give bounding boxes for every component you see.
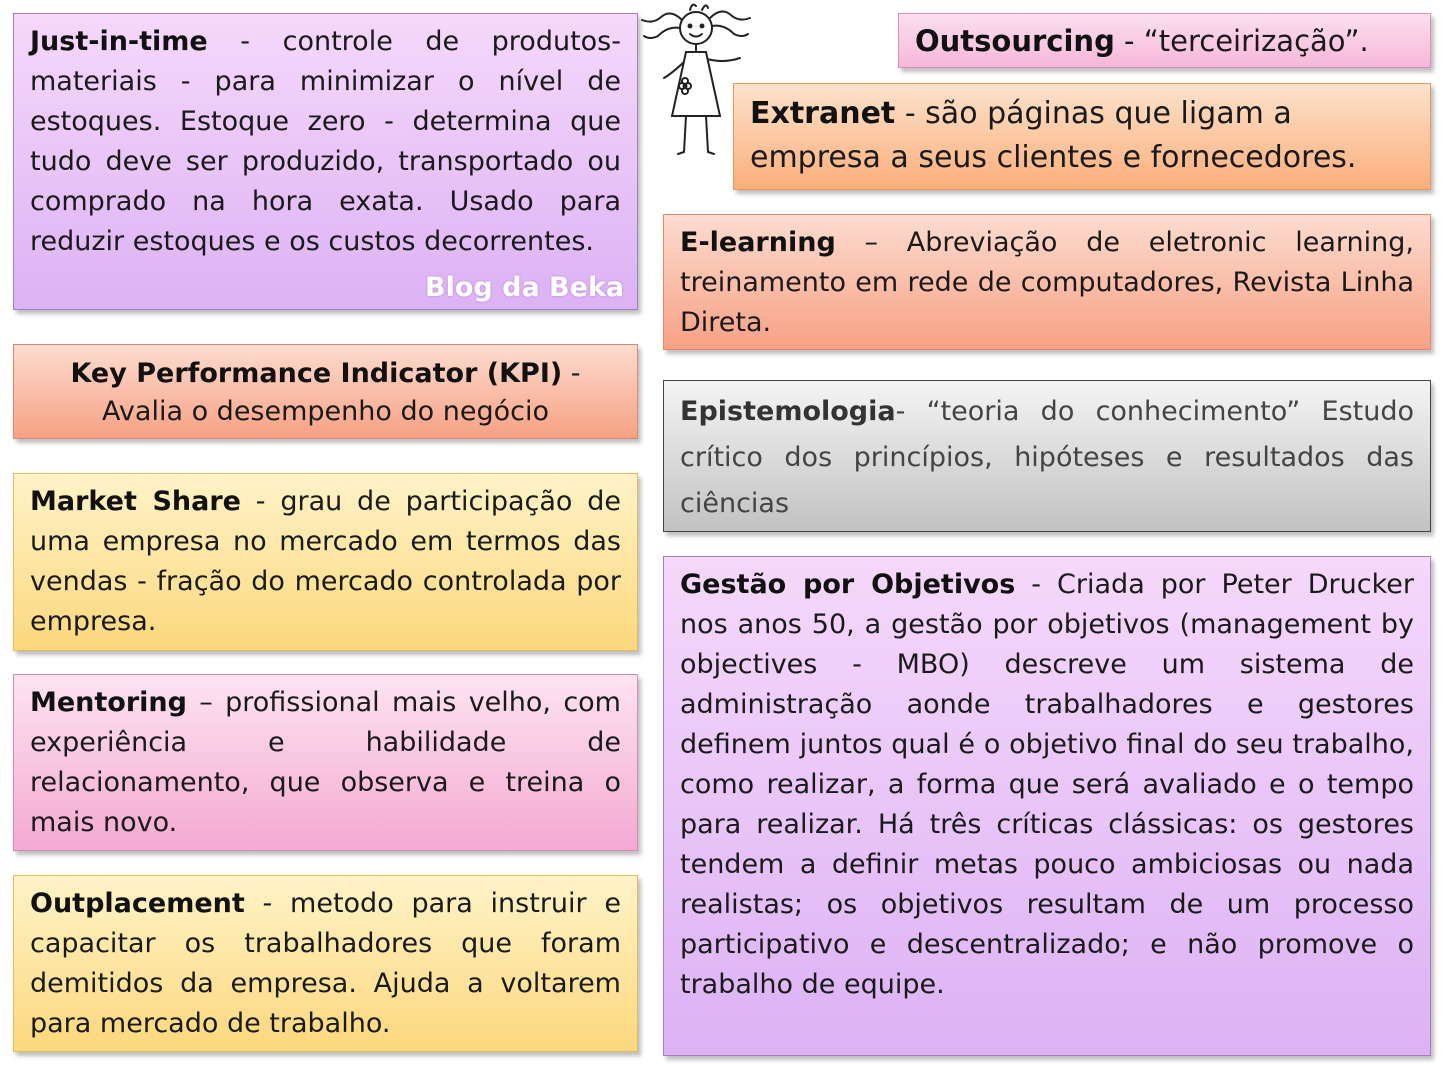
term-outsourcing: Outsourcing [915, 24, 1115, 58]
definition-outsourcing: - “terceirização”. [1114, 24, 1369, 58]
term-gestao-por-objetivos: Gestão por Objetivos [680, 569, 1016, 600]
term-kpi: Key Performance Indicator (KPI) [70, 358, 563, 389]
term-e-learning: E-learning [680, 227, 836, 258]
doll-icon [640, 0, 760, 165]
term-outplacement: Outplacement [30, 888, 245, 919]
card-gestao-por-objetivos [663, 556, 1431, 1056]
card-kpi [13, 344, 638, 439]
definition-just-in-time: - controle de produtos-materiais - para minimizar o nível de estoques. Estoque zero - determina que tudo deve ser produzido, transportado ou comprado na hora exata. Usado para reduzir estoques e os custos decorrentes. [30, 26, 621, 257]
definition-market-share: - grau de participação de uma empresa no mercado em termos das vendas - fração do mercado controlada por empresa. [30, 486, 621, 637]
definition-e-learning: – Abreviação de eletronic learning, treinamento em rede de computadores, Revista Linha Direta. [680, 227, 1414, 338]
term-market-share: Market Share [30, 486, 241, 517]
card-extranet [733, 83, 1431, 190]
card-outplacement [13, 875, 638, 1052]
watermark: Blog da Beka [425, 272, 625, 303]
card-epistemologia [663, 380, 1431, 532]
term-just-in-time: Just-in-time [30, 26, 208, 57]
term-epistemologia: Epistemologia [680, 396, 896, 427]
definition-mentoring: – profissional mais velho, com experiência e habilidade de relacionamento, que observa e treina o mais novo. [30, 687, 621, 838]
term-mentoring: Mentoring [30, 687, 187, 718]
definition-epistemologia: - “teoria do conhecimento” Estudo crítico dos princípios, hipóteses e resultados das ciências [680, 396, 1414, 519]
card-mentoring [13, 674, 638, 851]
definition-gestao-por-objetivos: - Criada por Peter Drucker nos anos 50, a gestão por objetivos (management by objectives - MBO) descreve um sistema de administração aonde trabalhadores e gestores definem juntos qual é o objetivo final do seu trabalho, como realizar, a forma que será avaliado e o tempo para realizar. Há três críticas clássicas: os gestores tendem a definir metas pouco ambiciosas ou nada realistas; os objetivos resultam de um processo participativo e descentralizado; e não promove o trabalho de equipe. [680, 569, 1414, 1000]
definition-outplacement: - metodo para instruir e capacitar os trabalhadores que foram demitidos da empresa. Ajuda a voltarem para mercado de trabalho. [30, 888, 621, 1039]
definition-kpi: - Avalia o desempenho do negócio [102, 358, 581, 427]
card-outsourcing [898, 13, 1431, 68]
definition-extranet: - são páginas que ligam a empresa a seus clientes e fornecedores. [750, 96, 1357, 175]
card-just-in-time [13, 13, 638, 310]
card-market-share [13, 473, 638, 651]
card-e-learning [663, 214, 1431, 350]
term-extranet: Extranet [750, 96, 896, 131]
